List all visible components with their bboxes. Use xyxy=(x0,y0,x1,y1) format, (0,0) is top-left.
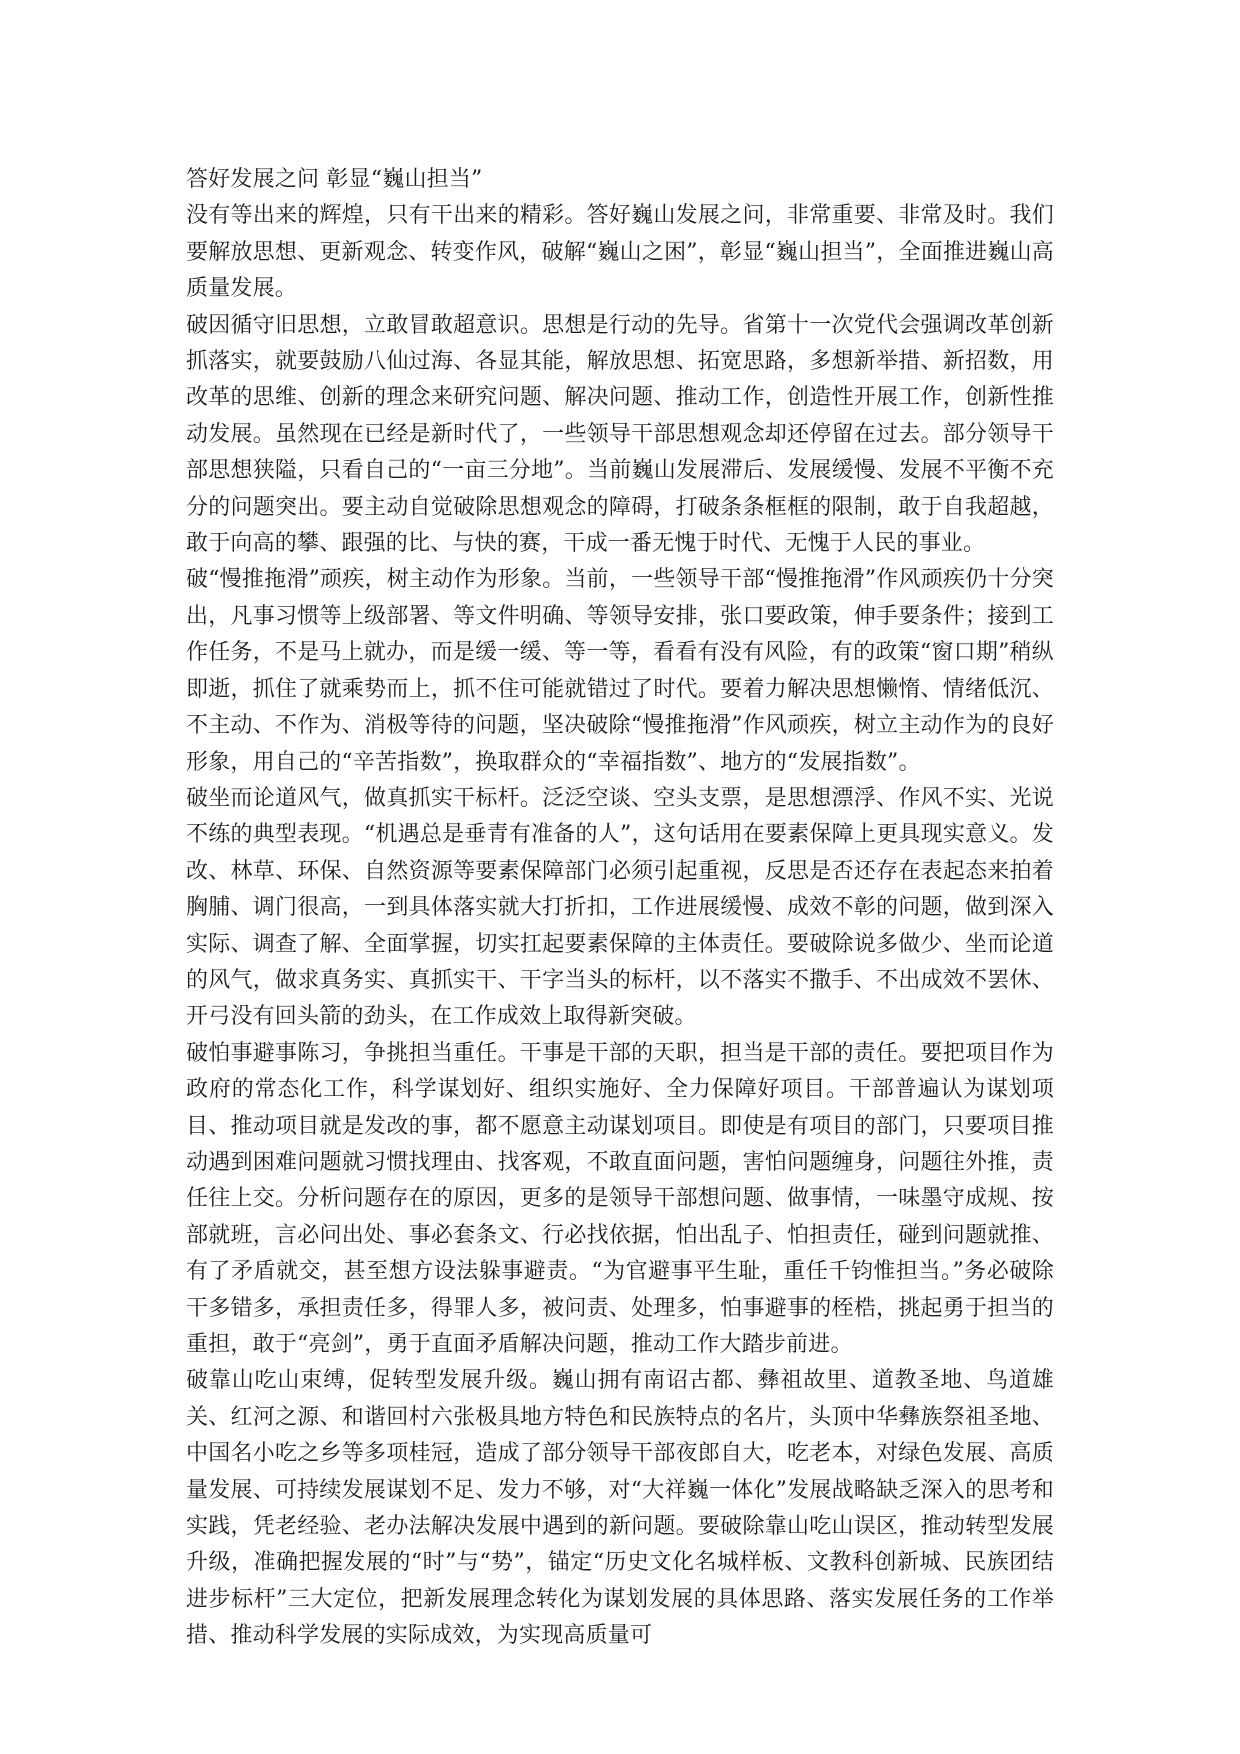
article-title: 答好发展之问 彰显“巍山担当” xyxy=(186,167,483,192)
paragraph-thinking: 破因循守旧思想，立敢冒敢超意识。思想是行动的先导。省第十一次党代会强调改革创新抓落实，就要鼓励八仙过海、各显其能，解放思想、拓宽思路，多想新举措、新招数，用改革的思维、创新的理念来研究问题、解决问题、推动工作，创造性开展工作，创新性推动发展。虽然现在已经是新时代了，一些领导干部思想观念却还停留在过去。部分领导干部思想狭隘，只看自己的“一亩三分地”。当前巍山发展滞后、发展缓慢、发展不平衡不充分的问题突出。要主动自觉破除思想观念的障碍，打破条条框框的限制，敢于自我超越，敢于向高的攀、跟强的比、与快的赛，干成一番无愧于时代、无愧于人民的事业。 xyxy=(186,312,1054,557)
paragraph-action: 破坐而论道风气，做真抓实干标杆。泛泛空谈、空头支票，是思想漂浮、作风不实、光说不练的典型表现。“机遇总是垂青有准备的人”，这句话用在要素保障上更具现实意义。发改、林草、环保、自然资源等要素保障部门必须引起重视，反思是否还存在表起态来拍着胸脯、调门很高，一到具体落实就大打折扣，工作进展缓慢、成效不彰的问题，做到深入实际、调查了解、全面掌握，切实扛起要素保障的主体责任。要破除说多做少、坐而论道的风气，做求真务实、真抓实干、干字当头的标杆，以不落实不撒手、不出成效不罢休、开弓没有回头箭的劲头，在工作成效上取得新突破。 xyxy=(186,785,1054,1030)
paragraph-transformation: 破靠山吃山束缚，促转型发展升级。巍山拥有南诏古都、彝祖故里、道教圣地、鸟道雄关、红河之源、和谐回村六张极具地方特色和民族特点的名片，头顶中华彝族祭祖圣地、中国名小吃之乡等多项桂冠，造成了部分领导干部夜郎自大，吃老本，对绿色发展、高质量发展、可持续发展谋划不足、发力不够，对“大祥巍一体化”发展战略缺乏深入的思考和实践，凭老经验、老办法解决发展中遇到的新问题。要破除靠山吃山误区，推动转型发展升级，准确把握发展的“时”与“势”，锚定“历史文化名城样板、文教科创新城、民族团结进步标杆”三大定位，把新发展理念转化为谋划发展的具体思路、落实发展任务的工作举措、推动科学发展的实际成效，为实现高质量可 xyxy=(186,1368,1054,1649)
paragraph-responsibility: 破怕事避事陈习，争挑担当重任。干事是干部的天职，担当是干部的责任。要把项目作为政府的常态化工作，科学谋划好、组织实施好、全力保障好项目。干部普遍认为谋划项目、推动项目就是发改的事，都不愿意主动谋划项目。即使是有项目的部门，只要项目推动遇到困难问题就习惯找理由、找客观，不敢直面问题，害怕问题缠身，问题往外推，责任往上交。分析问题存在的原因，更多的是领导干部想问题、做事情，一味墨守成规、按部就班，言必问出处、事必套条文、行必找依据，怕出乱子、怕担责任，碰到问题就推、有了矛盾就交，甚至想方设法躲事避责。“为官避事平生耻，重任千钧惟担当。”务必破除干多错多，承担责任多，得罪人多，被问责、处理多，怕事避事的桎梏，挑起勇于担当的重担，敢于“亮剑”，勇于直面矛盾解决问题，推动工作大踏步前进。 xyxy=(186,1040,1054,1357)
paragraph-work-style: 破“慢推拖滑”顽疾，树主动作为形象。当前，一些领导干部“慢推拖滑”作风顽疾仍十分突出，凡事习惯等上级部署、等文件明确、等领导安排，张口要政策，伸手要条件；接到工作任务，不是马上就办，而是缓一缓、等一等，看看有没有风险，有的政策“窗口期”稍纵即逝，抓住了就乘势而上，抓不住可能就错过了时代。要着力解决思想懒惰、情绪低沉、不主动、不作为、消极等待的问题，坚决破除“慢推拖滑”作风顽疾，树立主动作为的良好形象，用自己的“辛苦指数”，换取群众的“幸福指数”、地方的“发展指数”。 xyxy=(186,567,1054,775)
paragraph-intro: 没有等出来的辉煌，只有干出来的精彩。答好巍山发展之问，非常重要、非常及时。我们要解放思想、更新观念、转变作风，破解“巍山之困”，彰显“巍山担当”，全面推进巍山高质量发展。 xyxy=(186,203,1054,302)
article-body xyxy=(186,162,1054,1655)
